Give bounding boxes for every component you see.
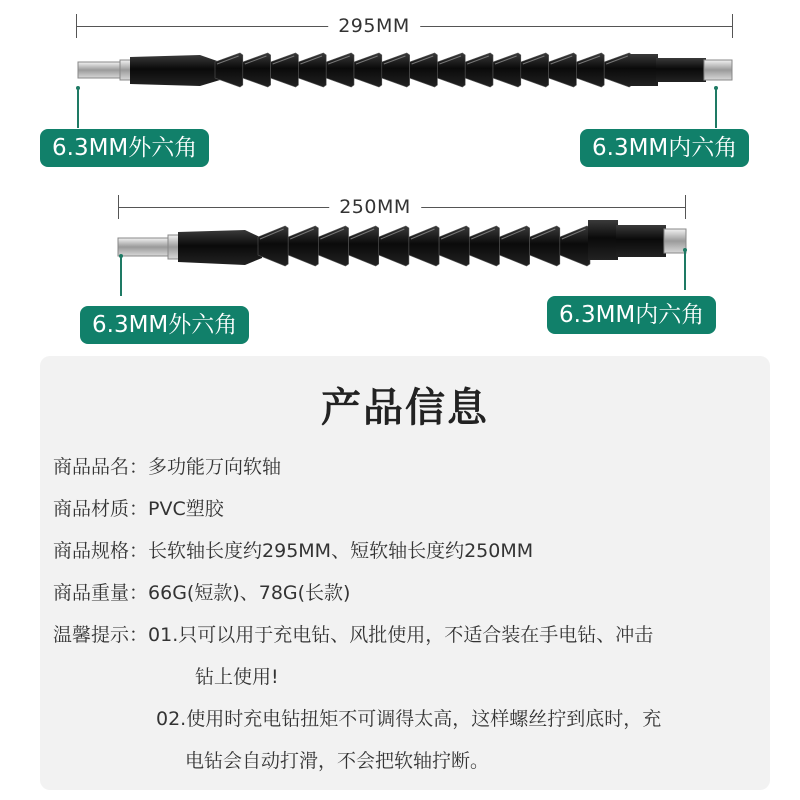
callout-line — [120, 256, 122, 296]
info-row-tips — [53, 622, 653, 648]
info-row-material — [53, 496, 224, 522]
short-shaft — [118, 220, 686, 266]
callout-line — [684, 250, 686, 290]
info-row-name — [53, 454, 281, 480]
shaft-segment — [604, 53, 632, 87]
shaft-segment — [410, 53, 438, 87]
shaft-segment — [243, 53, 271, 87]
info-label: 商品规格： — [53, 540, 149, 562]
shaft-segment — [530, 226, 560, 266]
callout-line — [715, 88, 717, 128]
shaft-segment — [439, 226, 469, 266]
info-label: 商品材质： — [53, 498, 149, 520]
shaft-segment — [560, 226, 590, 266]
shaft-segment — [382, 53, 410, 87]
callout-line — [77, 88, 79, 128]
info-row-weight — [53, 580, 350, 606]
info-value: 01.只可以用于充电钻、风批使用，不适合装在手电钻、冲击 — [148, 624, 654, 646]
shaft-segment — [499, 226, 529, 266]
info-value: 多功能万向软轴 — [148, 456, 282, 478]
top-length-label: 295MM — [328, 15, 420, 37]
info-value: PVC塑胶 — [148, 498, 224, 520]
shaft-segment — [493, 53, 521, 87]
shaft-segment — [437, 53, 465, 87]
shaft-segment — [409, 226, 439, 266]
info-label: 商品品名： — [53, 456, 149, 478]
bottom-left-hex-tag: 6.3MM外六角 — [80, 306, 249, 344]
tip-note-1-cont: 钻上使用! — [195, 666, 279, 688]
tip-note-2: 02.使用时充电钻扭矩不可调得太高，这样螺丝拧到底时，充 — [156, 708, 662, 730]
shaft-segment — [549, 53, 577, 87]
shaft-segment — [318, 226, 348, 266]
shaft-segment — [288, 226, 318, 266]
long-shaft — [78, 53, 732, 87]
shaft-segment — [521, 53, 549, 87]
shaft-segment — [469, 226, 499, 266]
bottom-right-hex-tag: 6.3MM内六角 — [547, 296, 716, 334]
shaft-segment — [576, 53, 604, 87]
product-info-panel — [40, 356, 770, 790]
info-label: 商品重量： — [53, 582, 149, 604]
shaft-segment — [379, 226, 409, 266]
shaft-segment — [326, 53, 354, 87]
shaft-segment — [349, 226, 379, 266]
info-value: 长软轴长度约295MM、短软轴长度约250MM — [148, 540, 534, 562]
shaft-segment — [354, 53, 382, 87]
top-right-hex-tag: 6.3MM内六角 — [580, 129, 749, 167]
shaft-segment — [298, 53, 326, 87]
shaft-segment — [271, 53, 299, 87]
tip-note-2-cont: 电钻会自动打滑，不会把软轴拧断。 — [185, 750, 490, 772]
top-left-hex-tag: 6.3MM外六角 — [40, 129, 209, 167]
info-row-spec — [53, 538, 533, 564]
panel-title: 产品信息 — [321, 385, 489, 431]
shaft-segment — [215, 53, 243, 87]
info-label: 温馨提示： — [53, 624, 149, 646]
bottom-length-label: 250MM — [329, 196, 421, 218]
info-value: 66G(短款)、78G(长款) — [148, 582, 351, 604]
shaft-segment — [258, 226, 288, 266]
shaft-segment — [465, 53, 493, 87]
